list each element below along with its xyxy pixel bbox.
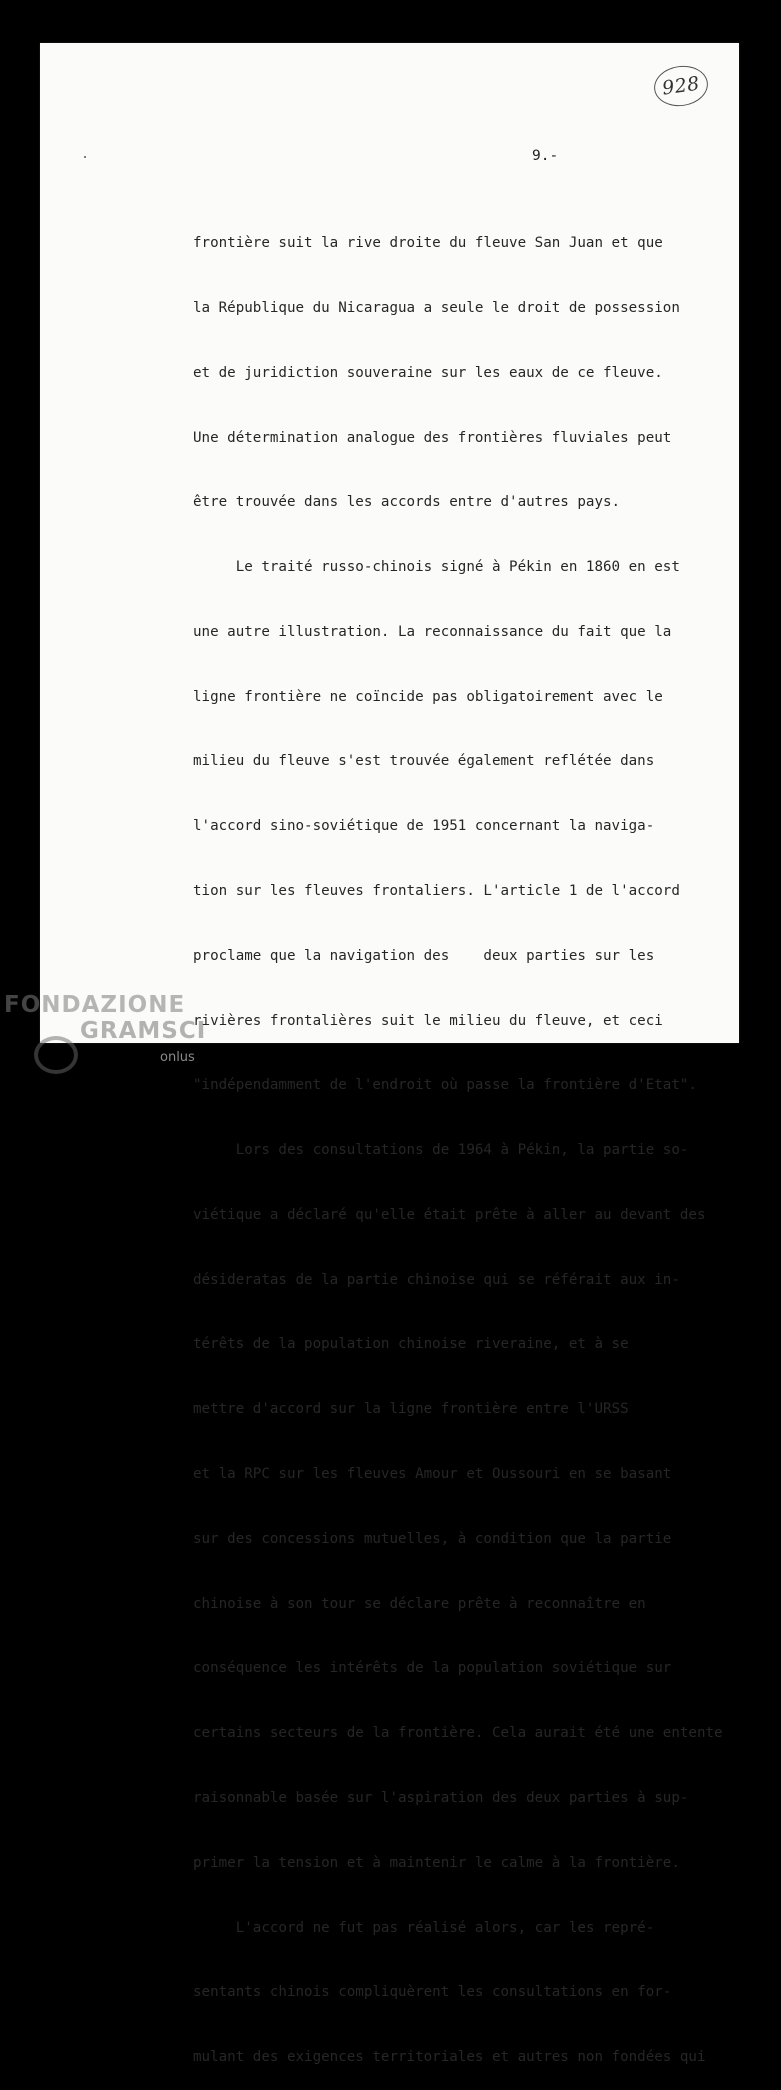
text-line: milieu du fleuve s'est trouvée également reflétée dans [193,753,655,770]
text-line: primer la tension et à maintenir le calme à la frontière. [193,1854,680,1871]
page-number: 9.- [532,148,559,164]
text-line: mettre d'accord sur la ligne frontière entre l'URSS [193,1401,629,1418]
margin-dot [84,156,86,158]
watermark-logo-icon [34,1036,78,1074]
archive-number-text: 928 [660,72,702,100]
watermark-subtitle: GRAMSCI [80,1018,207,1044]
text-line: ligne frontière ne coïncide pas obligatoirement avec le [193,688,663,705]
text-line: sur des concessions mutuelles, à condition que la partie [193,1530,672,1547]
text-line: certains secteurs de la frontière. Cela aurait été une entente [193,1725,723,1742]
text-line: une autre illustration. La reconnaissance du fait que la [193,623,672,640]
text-line: et la RPC sur les fleuves Amour et Oussouri en se basant [193,1466,672,1483]
text-line: "indépendamment de l'endroit où passe la frontière d'Etat". [193,1077,697,1094]
text-line: viétique a déclaré qu'elle était prête à aller au devant des [193,1206,706,1223]
text-line: Le traité russo-chinois signé à Pékin en 1860 en est [193,559,680,576]
text-line: rivières frontalières suit le milieu du fleuve, et ceci [193,1012,663,1029]
text-line: raisonnable basée sur l'aspiration des deux parties à sup- [193,1789,689,1806]
text-line: et de juridiction souveraine sur les eaux de ce fleuve. [193,364,663,381]
text-line: Lors des consultations de 1964 à Pékin, la partie so- [193,1142,689,1159]
text-line: chinoise à son tour se déclare prête à reconnaître en [193,1595,646,1612]
text-line: conséquence les intérêts de la population soviétique sur [193,1660,672,1677]
text-line: sentants chinois compliquèrent les consultations en for- [193,1984,672,2001]
text-line: L'accord ne fut pas réalisé alors, car les repré- [193,1919,655,1936]
text-line: térêts de la population chinoise riveraine, et à se [193,1336,629,1353]
text-line: mulant des exigences territoriales et autres non fondées qui [193,2049,706,2066]
text-line: Une détermination analogue des frontières fluviales peut [193,429,672,446]
text-line: la République du Nicaragua a seule le droit de possession [193,299,680,316]
text-line: désideratas de la partie chinoise qui se référait aux in- [193,1271,680,1288]
text-line: être trouvée dans les accords entre d'autres pays. [193,494,621,511]
watermark-onlus: onlus [160,1050,195,1065]
text-line: proclame que la navigation des deux parties sur les [193,947,655,964]
watermark-title: FONDAZIONE [4,992,186,1018]
text-line: l'accord sino-soviétique de 1951 concernant la naviga- [193,818,655,835]
body-text [193,190,753,2090]
text-line: frontière suit la rive droite du fleuve San Juan et que [193,235,663,252]
text-line: tion sur les fleuves frontaliers. L'article 1 de l'accord [193,883,680,899]
